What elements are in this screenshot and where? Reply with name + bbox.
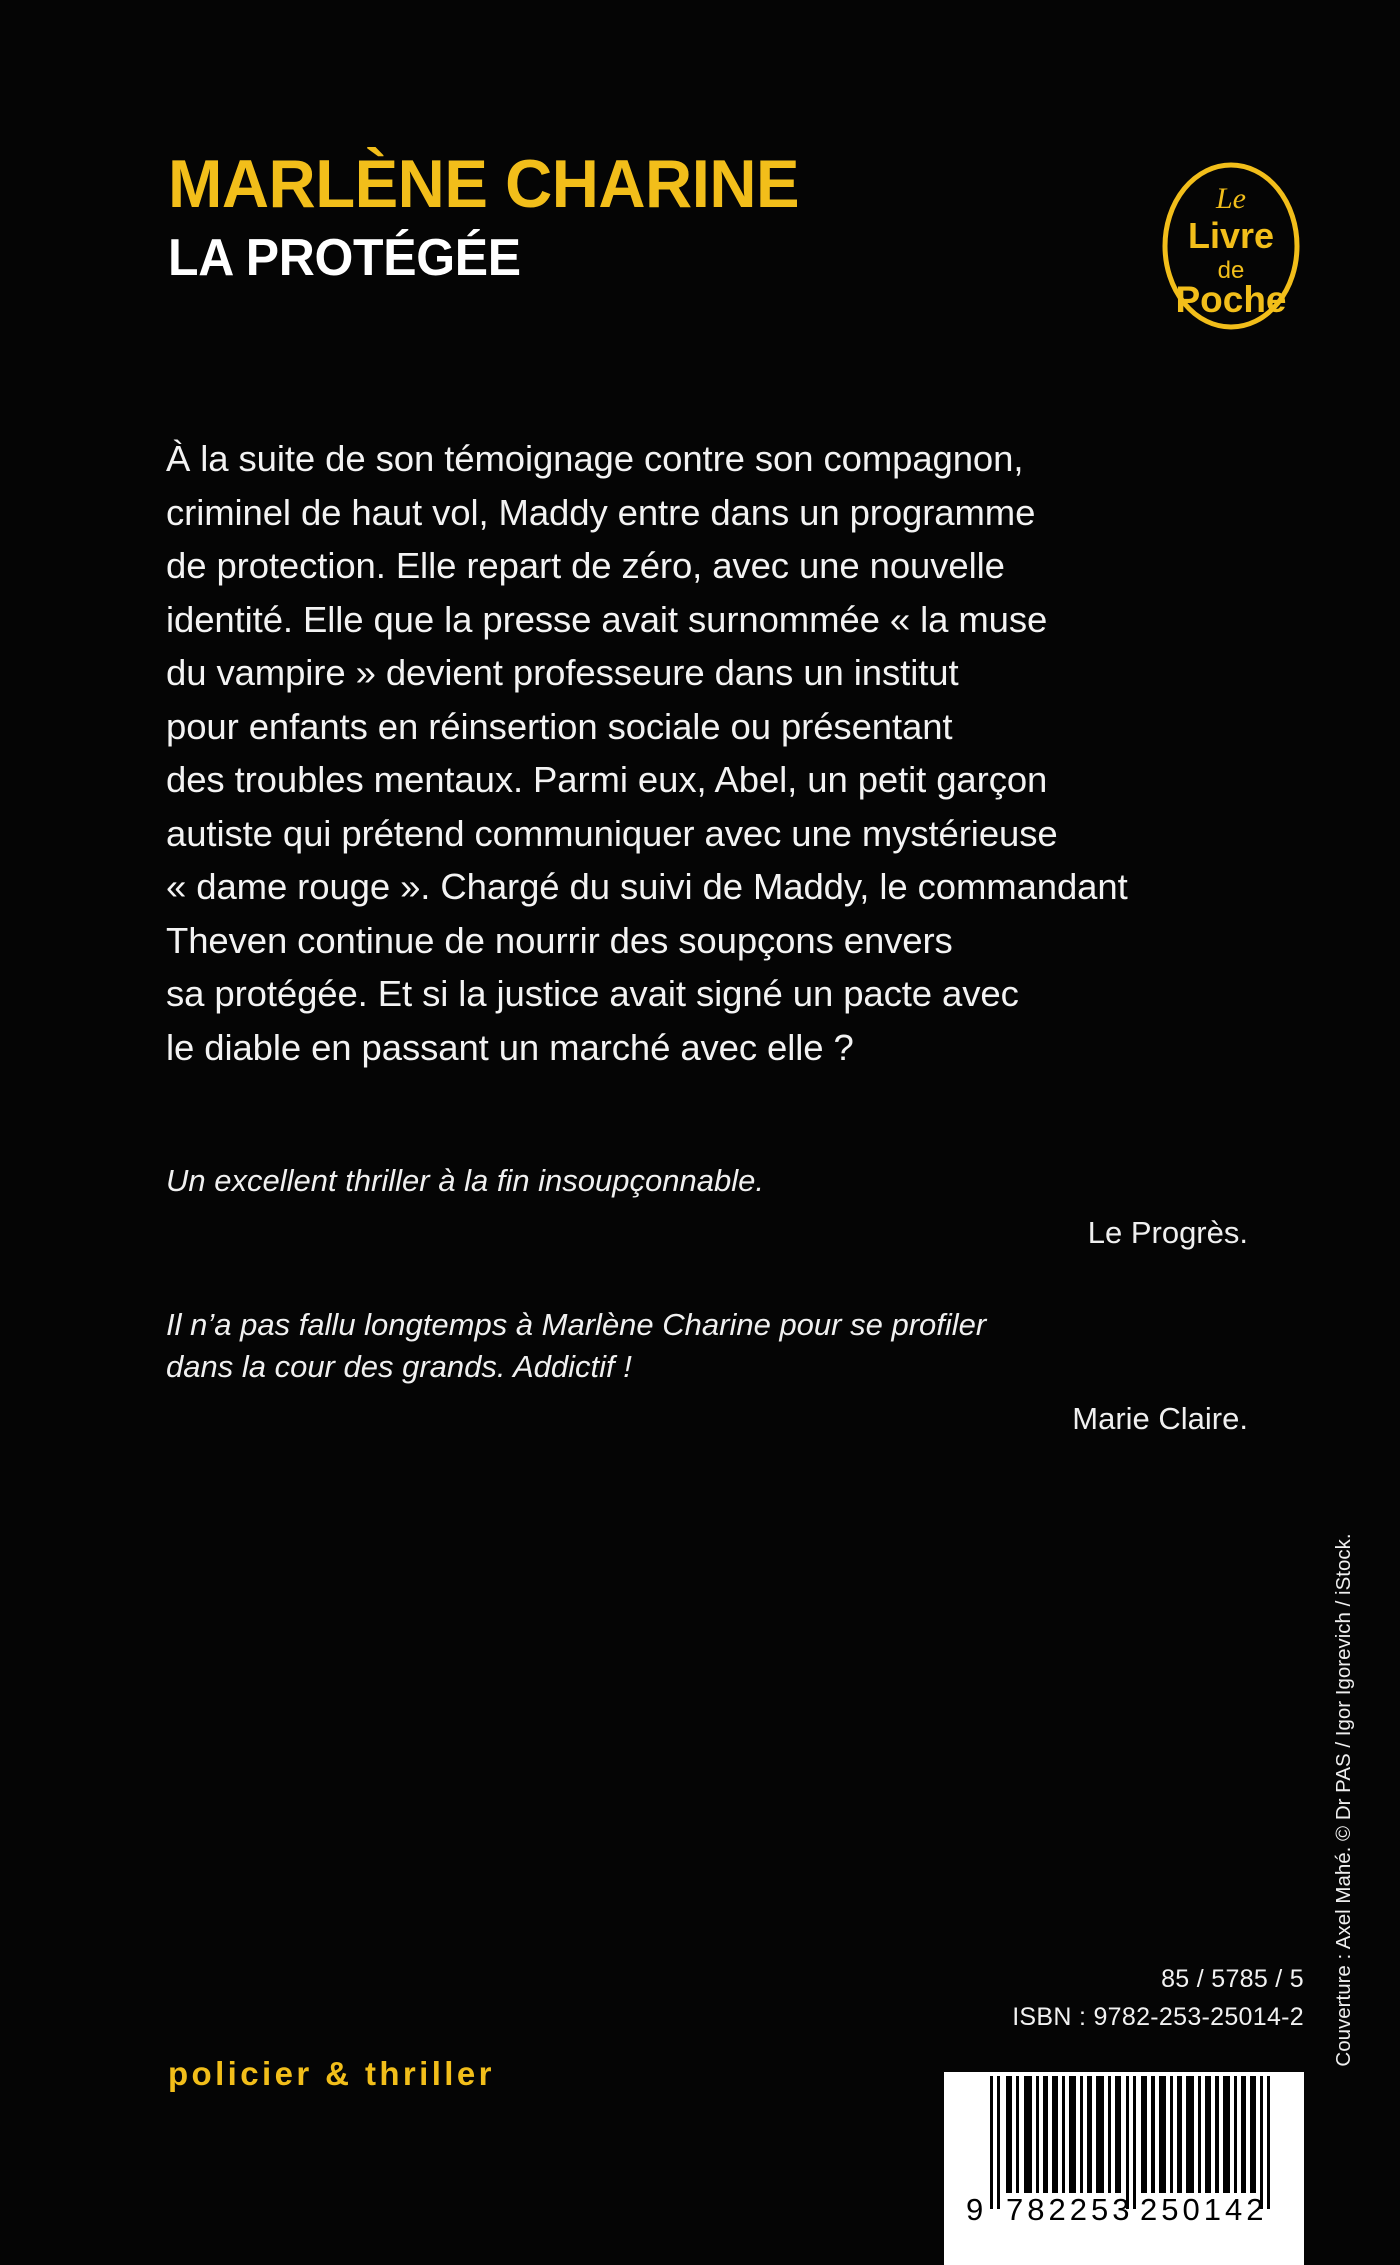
- logo-text-de: de: [1217, 257, 1245, 284]
- author-name: MARLÈNE CHARINE: [168, 146, 800, 222]
- barcode: [944, 2072, 1304, 2265]
- logo-text-poche: Poche: [1175, 279, 1287, 320]
- blurb-line: autiste qui prétend communiquer avec une mystérieuse: [166, 812, 1058, 854]
- blurb-line: Theven continue de nourrir des soupçons envers: [166, 919, 953, 961]
- page-title: LA PROTÉGÉE: [168, 229, 521, 287]
- cover-header: [168, 146, 1310, 350]
- cover-credit: [1332, 1420, 1356, 2180]
- blurb-line: À la suite de son témoignage contre son compagnon,: [166, 438, 1024, 479]
- isbn-block: [1012, 1960, 1304, 2036]
- blurb-line: de protection. Elle repart de zéro, avec une nouvelle: [166, 545, 1005, 586]
- barcode-digits-right: 250142: [1140, 2192, 1268, 2227]
- quote-source: Marie Claire.: [1072, 1401, 1248, 1436]
- blurb-line: du vampire » devient professeure dans un institut: [166, 652, 959, 693]
- blurb-text: [166, 432, 1266, 1074]
- blurb-line: pour enfants en réinsertion sociale ou présentant: [166, 705, 953, 747]
- isbn-number: ISBN : 9782-253-25014-2: [1012, 2003, 1304, 2031]
- cover-credit-text: Couverture : Axel Mahé. © Dr PAS / Igor Igorevich / iStock.: [1332, 1533, 1355, 2067]
- press-quote: [166, 1160, 1266, 1254]
- quote-line: Un excellent thriller à la fin insoupçonnable.: [166, 1163, 764, 1198]
- barcode-digit-left: 9: [966, 2192, 984, 2227]
- blurb-line: sa protégée. Et si la justice avait signé un pacte avec: [166, 973, 1019, 1014]
- quote-line: dans la cour des grands. Addictif !: [166, 1349, 632, 1384]
- blurb-line: des troubles mentaux. Parmi eux, Abel, un petit garçon: [166, 759, 1048, 800]
- publisher-logo: [1160, 160, 1302, 332]
- blurb-line: criminel de haut vol, Maddy entre dans un programme: [166, 491, 1036, 533]
- press-quote: [166, 1304, 1266, 1440]
- logo-text-le: Le: [1216, 182, 1246, 215]
- genre-label: policier & thriller: [168, 2055, 495, 2092]
- quote-line: Il n’a pas fallu longtemps à Marlène Charine pour se profiler: [166, 1307, 987, 1342]
- logo-text-livre: Livre: [1187, 215, 1275, 256]
- blurb-line: « dame rouge ». Chargé du suivi de Maddy, le commandant: [166, 866, 1128, 907]
- blurb-line: identité. Elle que la presse avait surnommée « la muse: [166, 598, 1048, 640]
- catalog-code: 85 / 5785 / 5: [1161, 1965, 1304, 1993]
- press-quotes: [166, 1160, 1266, 1490]
- blurb-line: le diable en passant un marché avec elle ?: [166, 1026, 854, 1068]
- barcode-digits-mid: 782253: [1006, 2192, 1134, 2227]
- quote-source: Le Progrès.: [1087, 1215, 1248, 1250]
